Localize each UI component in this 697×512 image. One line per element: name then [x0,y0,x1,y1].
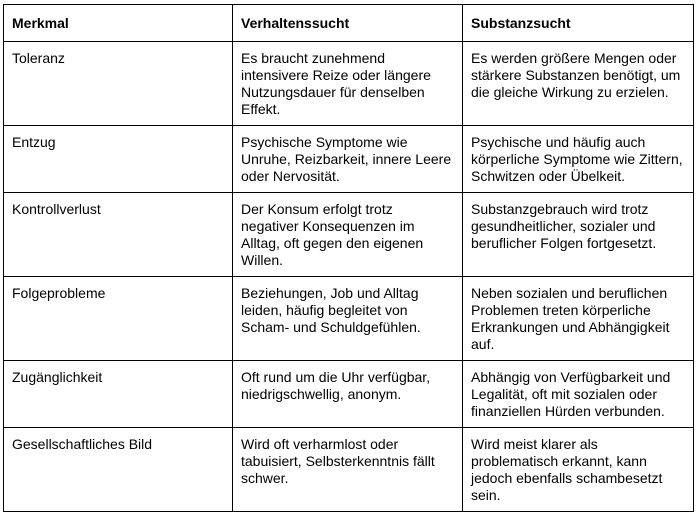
table-row [4,193,694,277]
comparison-table [3,4,694,512]
cell-verhaltenssucht: Es braucht zunehmend intensivere Reize oder längere Nutzungsdauer für denselben Effekt. [233,42,463,126]
cell-merkmal: Gesellschaftliches Bild [4,428,233,512]
table-row [4,126,694,193]
table-row [4,361,694,428]
cell-merkmal: Entzug [4,126,233,193]
cell-verhaltenssucht: Psychische Symptome wie Unruhe, Reizbarkeit, innere Leere oder Nervosität. [233,126,463,193]
cell-merkmal: Folgeprobleme [4,277,233,361]
header-verhaltenssucht: Verhaltenssucht [233,5,463,42]
header-substanzsucht: Substanzsucht [463,5,694,42]
table-row [4,428,694,512]
table-header [4,5,694,42]
cell-substanzsucht: Neben sozialen und beruflichen Problemen treten körperliche Erkrankungen und Abhängigkeit auf. [463,277,694,361]
table-row [4,277,694,361]
cell-substanzsucht: Substanzgebrauch wird trotz gesundheitlicher, sozialer und beruflicher Folgen fortgesetzt. [463,193,694,277]
cell-merkmal: Kontrollverlust [4,193,233,277]
cell-verhaltenssucht: Oft rund um die Uhr verfügbar, niedrigschwellig, anonym. [233,361,463,428]
cell-substanzsucht: Es werden größere Mengen oder stärkere Substanzen benötigt, um die gleiche Wirkung zu erzielen. [463,42,694,126]
header-merkmal: Merkmal [4,5,233,42]
cell-verhaltenssucht: Wird oft verharmlost oder tabuisiert, Selbsterkenntnis fällt schwer. [233,428,463,512]
header-row [4,5,694,42]
table-body [4,42,694,512]
cell-verhaltenssucht: Beziehungen, Job und Alltag leiden, häufig begleitet von Scham- und Schuldgefühlen. [233,277,463,361]
cell-substanzsucht: Psychische und häufig auch körperliche Symptome wie Zittern, Schwitzen oder Übelkeit. [463,126,694,193]
cell-substanzsucht: Abhängig von Verfügbarkeit und Legalität, oft mit sozialen oder finanziellen Hürden verbunden. [463,361,694,428]
cell-verhaltenssucht: Der Konsum erfolgt trotz negativer Konsequenzen im Alltag, oft gegen den eigenen Willen. [233,193,463,277]
cell-substanzsucht: Wird meist klarer als problematisch erkannt, kann jedoch ebenfalls schambesetzt sein. [463,428,694,512]
cell-merkmal: Toleranz [4,42,233,126]
cell-merkmal: Zugänglichkeit [4,361,233,428]
table-row [4,42,694,126]
